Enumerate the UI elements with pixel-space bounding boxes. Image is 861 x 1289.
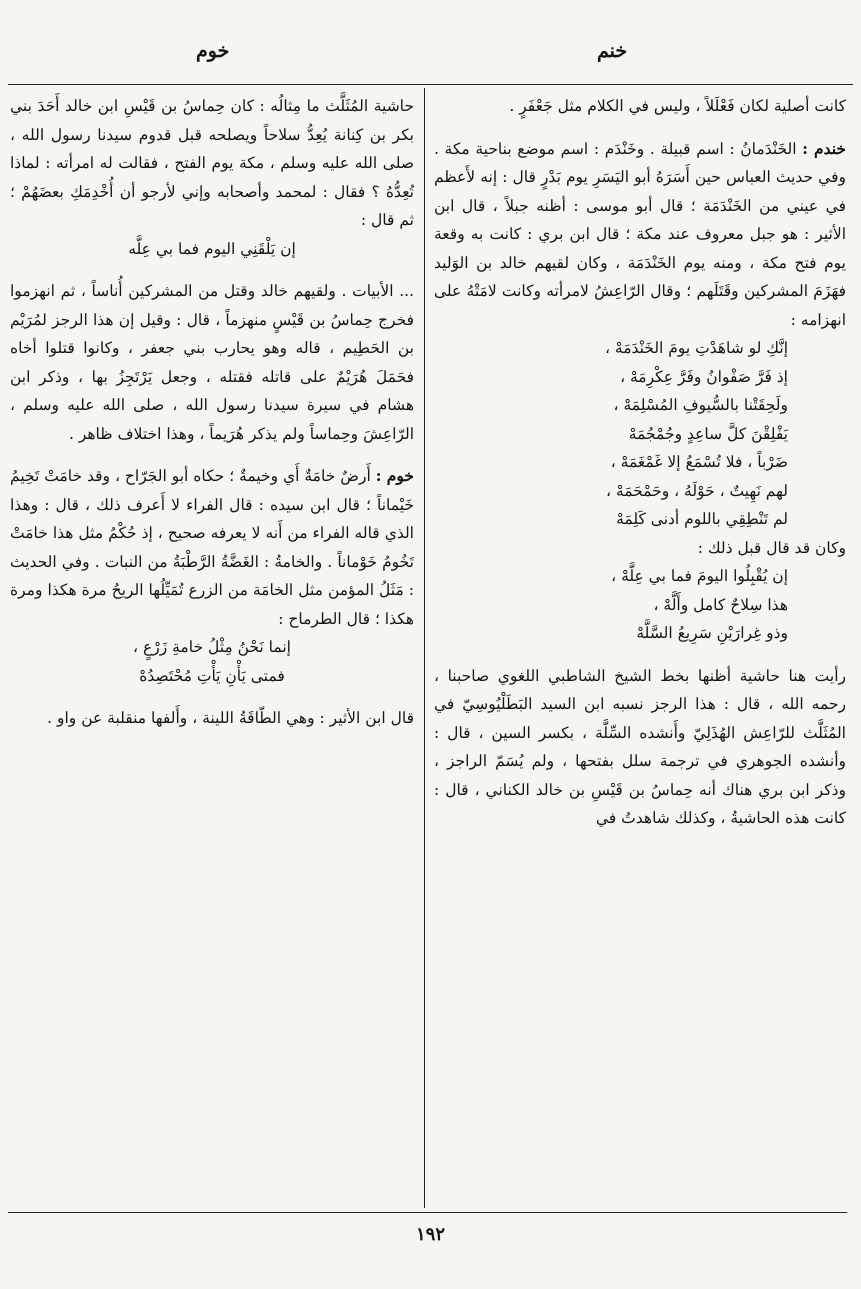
bottom-rule [8,1212,847,1213]
left-column [10,92,414,1204]
paragraph: وكان قد قال قبل ذلك : [697,538,846,557]
verse-line: ولَحِقَتْنا بالسُّيوفِ المُسْلِمَهْ ، [613,396,788,414]
verse-line: إنما نَحْنُ مِثْلُ خامةِ زَرْعٍ ، [133,638,291,656]
paragraph: قال ابن الأثير : وهي الطّاقَةُ اللينة ، وأَلفها منقلبة عن واو . [47,709,414,727]
header-left-keyword: خوم [196,40,230,62]
dictionary-entry [434,135,846,335]
paragraph-gap [10,448,414,462]
paragraph-gap [434,121,846,135]
paragraph: كانت أصلية لكان فَعْلَلاً ، وليس في الكلام مثل جَعْفَرٍ . [509,97,846,115]
verse-line: يَفْلِقْنَ كلَّ ساعِدٍ وجُمْجُمَهْ [628,424,788,443]
verse-line: وذو غِرارَيْنِ سَرِيعُ السَّلَّهْ [636,624,788,642]
column-divider [424,88,425,1208]
header-right-keyword: خنم [597,40,628,62]
page-number: ١٩٢ [415,1224,445,1245]
verse-line: إن يَلْقَنِي اليوم فما بي عِلَّه [128,239,296,258]
paragraph-gap [10,690,414,704]
verse-line: لهم نَهِيتٌ ، حَوْلَهُ ، وحَمْحَمَهْ ، [605,481,788,500]
top-rule [8,84,853,85]
entry-headword: خندم : [802,138,846,158]
verse-line: إن يُقْبِلُوا اليومَ فما بي عِلَّهْ ، [611,567,788,585]
entry-text: أَرضٌ خامَةٌ أَي وخيمةٌ ؛ حكاه أبو الجَرّاح ، وقد خامَتْ تَخِيمُ خَيْماناً ؛ قال ابن سيده : قال الفراء لا أَعرف ذلك ، قال : وهذا الذي قاله الفراء من أَنه لا يعرفه صحيح ، إذ حُكْمُ مثل هذا خامَتْ تَخُومُ خَوْماناً . والخامةُ : الغَضَّةُ الرَّطْبَةُ من النبات . وفي الحديث : مَثَلُ المؤمن مثل الخامَة من الزرع تُمَيِّلُها الريحُ مرة هكذا ومرة هكذا ؛ قال الطرماح : [10,467,414,628]
paragraph-gap [434,648,846,662]
paragraph: ... الأبيات . ولقيهم خالد وقتل من المشركين أُناساً ، ثم انهزموا فخرج حِماسُ بن قَيْسٍ منهزماً ، قال : وقيل إن هذا الرجز لمُرَيْم بن الحَطِيم ، قاله وهو يحارب بني جعفر ، وكانوا قتلوا أخاه فحَمَلَ هُرَيْمٌ على قاتله فقتله ، وجعل يَرْتَجِزُ بها ، وذكر ابن هشام في سيرة سيدنا رسول الله ، صلى الله عليه وسلم ، الرّاعِشَ وحِماساً ولم يذكر هُرَيماً ، وهذا اختلاف ظاهر . [10,282,414,443]
right-column [434,92,846,1204]
verse-line: فمتى يَأْنِ يَأْتِ مُحْتَصِدُهْ [139,666,285,685]
paragraph: رأيت هنا حاشية أظنها بخط الشيخ الشاطبي اللغوي صاحبنا ، رحمه الله ، قال : هذا الرجز نسبه ابن السيد البَطَلْيُوسِيّ في المُثَلَّث للرّاعِش الهُذَلِيّ وأَنشده السِّلَّة ، بكسر السين ، قال : وأنشده الجوهري في ترجمة سلل بفتحها ، ولم يُسَمّ الراجز ، وذكر ابن بري هناك أنه حِماسُ بن قَيْسِ بن خالد الكناني ، قال : كانت هذه الحاشيةُ ، وكذلك شاهدتُ في [434,666,846,827]
entry-text: الخَنْدَمانُ : اسم قبيلة . وخَنْدَم : اسم موضع بناحية مكة . وفي حديث العباس حين أَسَرَهُ أبو اليَسَرِ يوم بَدْرٍ قال : إنه لأَعظم في عيني من الخَنْدَمَة ؛ قال أبو موسى : أظنه جبلاً ، قال ابن الأثير : هو جبل معروف عند مكة ؛ قال ابن بري : كانت به وقعة يوم فتح مكة ، ومنه يوم الخَنْدَمَة ، وكان لقيهم خالد بن الوَليد فهَزَمَ المشركين وقَتَلَهم ؛ وقال الرّاعِشُ لامرأته وكانت لامَتْهُ على انهزامه : [434,139,846,329]
paragraph: حاشية المُثَلَّث ما مِثالُه : كان حِماسُ بن قَيْسِ ابن خالد أَحَدَ بني بكر بن كِنانة يُعِدُّ سلاحاً ويصلحه قبل قدوم سيدنا رسول الله ، صلى الله عليه وسلم ، مكة يوم الفتح ، فقالت له امرأته : لماذا تُعِدُّهُ ؟ فقال : لمحمد وأصحابه وإني لأرجو أن أُخْدِمَكِ بعضَهُمْ ؛ ثم قال : [10,97,414,229]
paragraph-gap [10,263,414,277]
verse-line: إنَّكِ لو شاهَدْتِ يومَ الخَنْدَمَهْ ، [604,339,788,357]
dictionary-entry [10,462,414,633]
entry-headword: خوم : [375,466,414,485]
verse-line: لم تَنْطِقِي باللوم أدنى كَلِمَهْ [616,510,788,528]
verse-line: هذا سِلاحٌ كامل وأَلَّهْ ، [653,595,788,614]
verse-line: ضَرْباً ، فلا تُسْمَعُ إلا غَمْغَمَهْ ، [610,453,788,471]
verse-line: إذ فَرَّ صَفْوانُ وفَرَّ عِكْرِمَهْ ، [620,367,788,386]
